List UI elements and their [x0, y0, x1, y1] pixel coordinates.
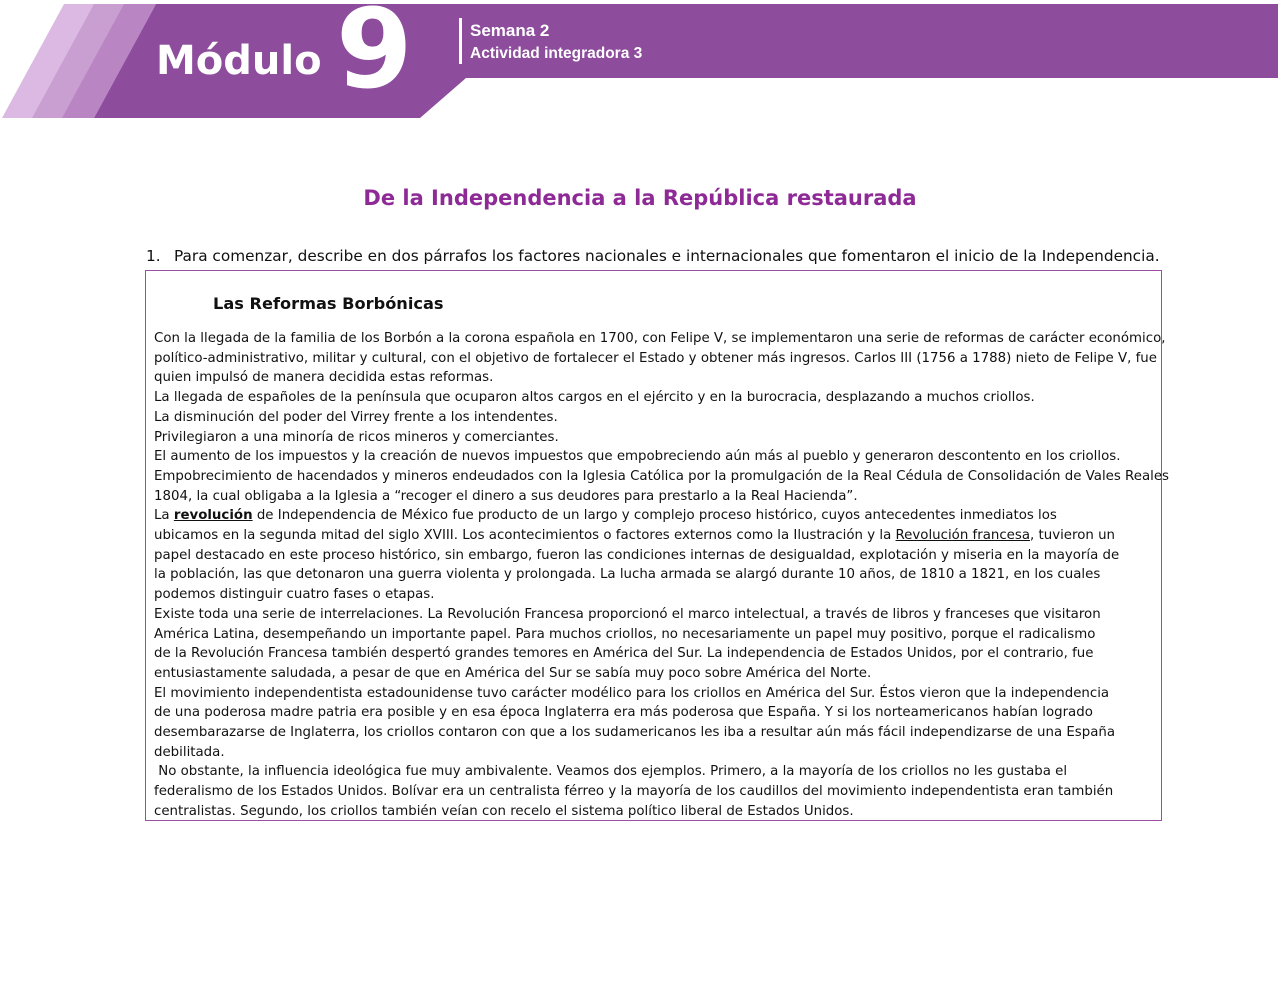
- answer-line: federalismo de los Estados Unidos. Bolívar era un centralista férreo y la mayoría de los caudillos del movimiento independentista eran también: [154, 784, 1114, 800]
- answer-line: debilitada.: [154, 744, 225, 760]
- revolucion-link[interactable]: revolución: [173, 508, 253, 524]
- answer-line: Existe toda una serie de interrelaciones. La Revolución Francesa proporcionó el marco intelectual, a través de libros y franceses que visitaron: [154, 606, 1101, 622]
- answer-line: de una poderosa madre patria era posible y en esa época Inglaterra era más poderosa que España. Y si los norteamericanos habían logrado: [154, 705, 1093, 721]
- module-number: 9: [336, 0, 413, 113]
- answer-line: de la Revolución Francesa también despertó grandes temores en América del Sur. La independencia de Estados Unidos, por el contrario, fue: [154, 646, 1094, 662]
- module-header: [0, 0, 1280, 120]
- answer-line: centralistas. Segundo, los criollos también veían con recelo el sistema político liberal de Estados Unidos.: [154, 803, 854, 819]
- answer-line: El aumento de los impuestos y la creación de nuevos impuestos que empobreciendo aún más al pueblo y generaron descontento en los criollos.: [154, 449, 1121, 465]
- text-segment: de Independencia de México fue producto de un largo y complejo proceso histórico, cuyos antecedentes inmediatos los: [252, 508, 1057, 524]
- answer-line: La llegada de españoles de la península que ocuparon altos cargos en el ejército y en la burocracia, desplazando a muchos criollos.: [154, 390, 1035, 406]
- answer-line: América Latina, desempeñando un importante papel. Para muchos criollos, no necesariamente un papel muy positivo, porque el radicalismo: [154, 626, 1096, 642]
- question-number: 1.: [146, 247, 161, 265]
- text-segment: La: [154, 508, 174, 524]
- answer-line: papel destacado en este proceso histórico, sin embargo, fueron las condiciones internas de desigualdad, explotación y miseria en la mayoría de: [154, 547, 1120, 563]
- answer-line: El movimiento independentista estadounidense tuvo carácter modélico para los criollos en América del Sur. Éstos vieron que la independencia: [154, 685, 1110, 701]
- answer-line: Con la llegada de la familia de los Borbón a la corona española en 1700, con Felipe V, se implementaron una serie de reformas de carácter económico,: [154, 331, 1166, 346]
- answer-line: político-administrativo, militar y cultural, con el objetivo de fortalecer el Estado y obtener más ingresos. Carlos III (1756 a 1788) nieto de Felipe V, fue: [154, 350, 1157, 366]
- revolucion-francesa-link[interactable]: Revolución francesa: [895, 528, 1031, 544]
- answer-line-revolucion-francesa: [154, 526, 1154, 546]
- text-segment: , tuvieron un: [1030, 528, 1115, 544]
- question-text: Para comenzar, describe en dos párrafos los factores nacionales e internacionales que fomentaron el inicio de la Independencia.: [174, 247, 1160, 265]
- document-title: De la Independencia a la República restaurada: [363, 186, 917, 210]
- answer-body: [154, 329, 1169, 822]
- answer-line: podemos distinguir cuatro fases o etapas.: [154, 587, 435, 603]
- answer-line: entusiastamente saludada, a pesar de que en América del Sur se sabía muy poco sobre América del Norte.: [154, 665, 872, 681]
- answer-text-box[interactable]: [145, 270, 1169, 821]
- answer-line-revolucion: [154, 506, 1154, 526]
- text-segment: ubicamos en la segunda mitad del siglo XVIII. Los acontecimientos o factores externos como la Ilustración y la: [154, 528, 896, 544]
- answer-line: Empobrecimiento de hacendados y mineros endeudados con la Iglesia Católica por la promulgación de la Real Cédula de Consolidación de Vales Reales: [154, 468, 1169, 484]
- activity-label: Actividad integradora 3: [470, 45, 643, 62]
- module-label: Módulo: [156, 38, 322, 84]
- answer-heading: Las Reformas Borbónicas: [213, 294, 444, 313]
- week-label: Semana 2: [470, 21, 550, 40]
- answer-line: La disminución del poder del Virrey frente a los intendentes.: [154, 409, 558, 425]
- answer-line: desembarazarse de Inglaterra, los criollos contaron con que a los sudamericanos les iba a resultar aún más fácil independizarse de una España: [154, 725, 1116, 741]
- answer-line: la población, las que detonaron una guerra violenta y prolongada. La lucha armada se alargó durante 10 años, de 1810 a 1821, en los cuales: [154, 567, 1101, 583]
- header-divider: [459, 18, 462, 64]
- answer-line: No obstante, la influencia ideológica fue muy ambivalente. Veamos dos ejemplos. Primero, a la mayoría de los criollos no les gustaba el: [154, 764, 1068, 780]
- answer-line: Privilegiaron a una minoría de ricos mineros y comerciantes.: [154, 429, 559, 445]
- answer-line: quien impulsó de manera decidida estas reformas.: [154, 370, 494, 386]
- question-1: [146, 247, 1186, 265]
- answer-line: 1804, la cual obligaba a la Iglesia a “recoger el dinero a sus deudores para prestarlo a la Real Hacienda”.: [154, 488, 858, 504]
